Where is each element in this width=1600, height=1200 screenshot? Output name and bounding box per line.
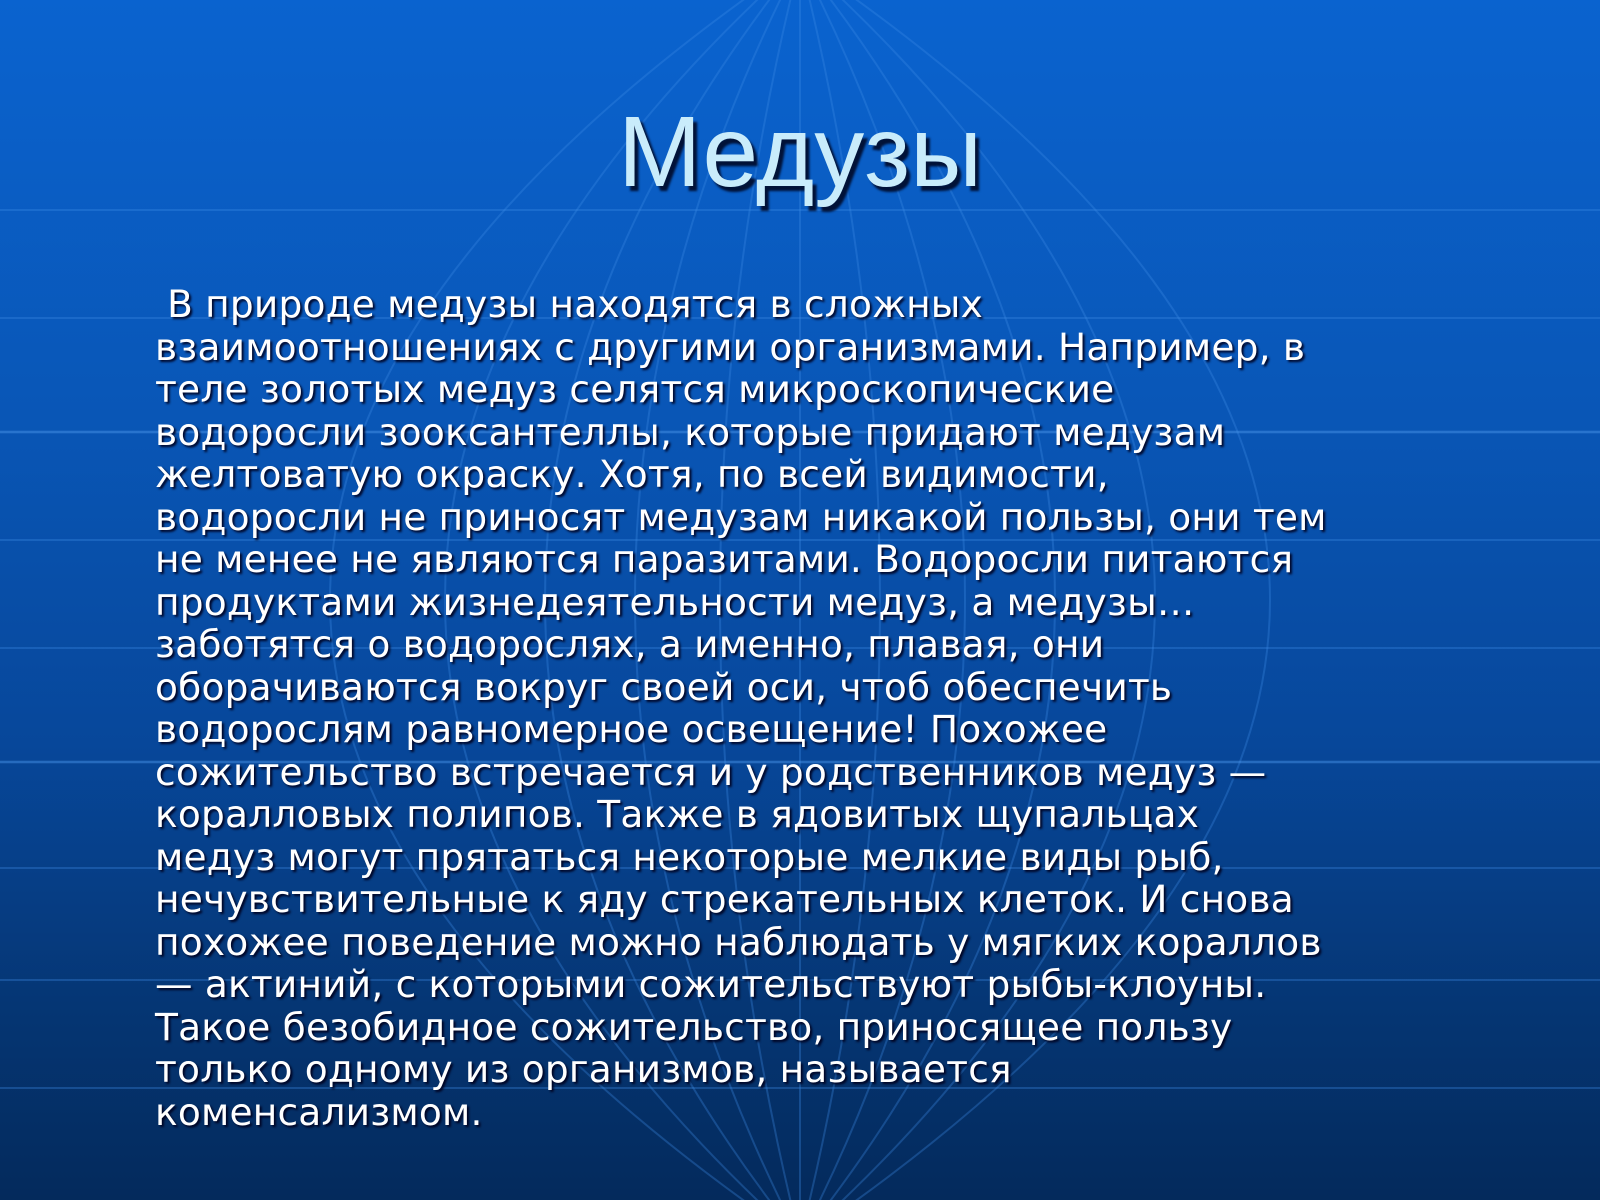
slide-title: Медузы <box>618 96 982 208</box>
slide-body-text: В природе медузы находятся в сложных взаимоотношениях с другими организмами. Например, в теле золотых медуз селятся микроскопические водоросли зооксантеллы, которые придают медузам желтоватую окраску. Хотя, по всей видимости, водоросли не приносят медузам никакой пользы, они тем не менее не являются паразитами. Водоросли питаются продуктами жизнедеятельности медуз, а медузы… заботятся о водорослях, а именно, плавая, они оборачиваются вокруг своей оси, чтоб обеспечить водорослям равномерное освещение! Похожее сожительство встречается и у родственников медуз — коралловых полипов. Также в ядовитых щупальцах медуз могут прятаться некоторые мелкие виды рыб, нечувствительные к яду стрекательных клеток. И снова похожее поведение можно наблюдать у мягких кораллов — актиний, с которыми сожительствуют рыбы-клоуны. Такое безобидное сожительство, приносящее пользу только одному из организмов, называется коменсализмом. <box>155 282 1327 1134</box>
